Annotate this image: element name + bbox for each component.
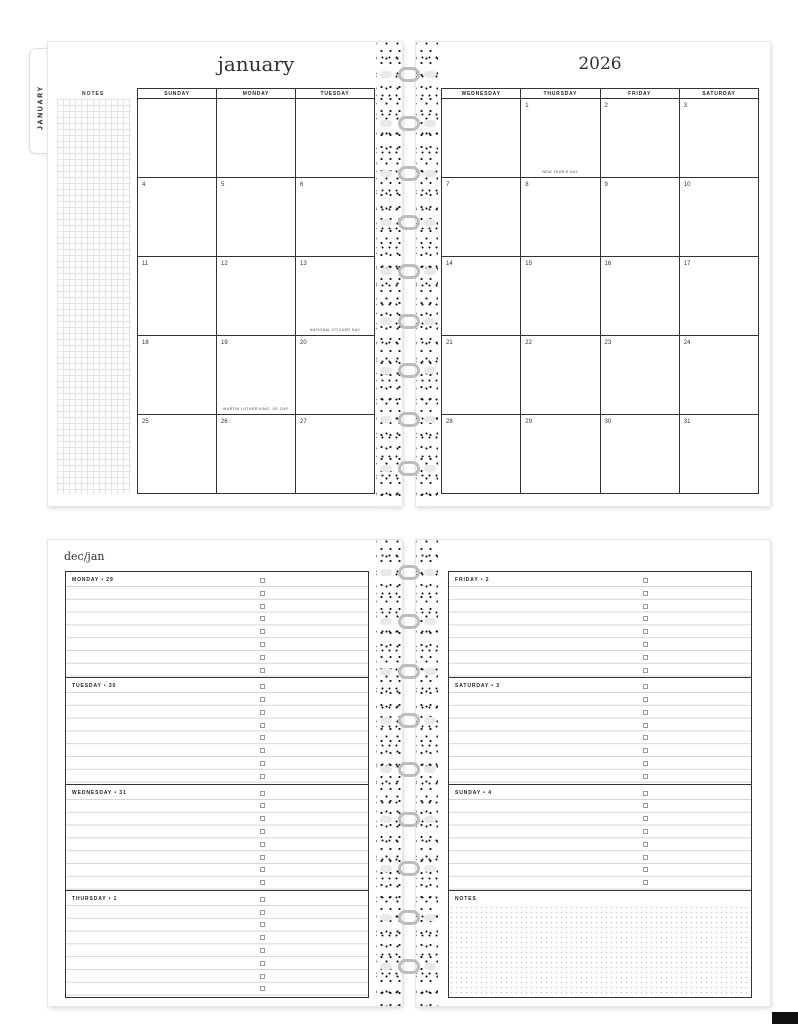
- day-label: FRIDAY • 2: [455, 577, 490, 583]
- day-block: [66, 678, 368, 784]
- day-block: [449, 785, 751, 891]
- calendar-day-cell[interactable]: [138, 415, 217, 494]
- day-number: 20: [300, 340, 307, 346]
- day-number: 8: [525, 182, 529, 188]
- task-checkbox[interactable]: [260, 761, 265, 766]
- ring-hole-left: [380, 816, 392, 823]
- ring-hole-right: [424, 668, 436, 675]
- monthly-notes-label: NOTES: [82, 91, 105, 97]
- ring-hole-left: [380, 120, 392, 127]
- ring-hole-right: [424, 914, 436, 921]
- writing-lines[interactable]: [449, 799, 751, 890]
- ring-hole-right: [424, 766, 436, 773]
- binder-ring: [398, 116, 420, 131]
- task-checkbox[interactable]: [260, 629, 265, 634]
- calendar-day-cell[interactable]: [601, 415, 680, 494]
- task-checkbox[interactable]: [260, 880, 265, 885]
- day-block: [449, 678, 751, 784]
- day-label: MONDAY • 29: [72, 577, 114, 583]
- ring-hole-right: [424, 367, 436, 374]
- task-checkbox[interactable]: [260, 684, 265, 689]
- task-checkbox[interactable]: [643, 642, 648, 647]
- holiday-label: NATIONAL STICKER DAY: [309, 328, 361, 332]
- ring-hole-left: [380, 865, 392, 872]
- day-block: [66, 572, 368, 678]
- task-checkbox[interactable]: [643, 829, 648, 834]
- task-checkbox[interactable]: [260, 829, 265, 834]
- calendar-day-cell[interactable]: [296, 99, 375, 178]
- weekday-header: THURSDAY: [521, 89, 600, 99]
- task-checkbox[interactable]: [643, 723, 648, 728]
- task-checkbox[interactable]: [260, 897, 265, 902]
- day-number: 29: [525, 419, 532, 425]
- writing-lines[interactable]: [449, 586, 751, 677]
- weekly-notes-block: [449, 891, 751, 997]
- day-block: [66, 891, 368, 997]
- day-number: 24: [683, 340, 691, 346]
- task-checkbox[interactable]: [260, 591, 265, 596]
- writing-lines[interactable]: [66, 692, 368, 783]
- day-block: [449, 572, 751, 678]
- ring-hole-left: [380, 963, 392, 970]
- task-checkbox[interactable]: [643, 842, 648, 847]
- monthly-notes-grid[interactable]: [57, 99, 131, 494]
- ring-hole-left: [380, 717, 392, 724]
- notes-dot-grid[interactable]: [449, 905, 751, 997]
- calendar-day-cell[interactable]: [138, 178, 217, 257]
- day-number: 22: [525, 340, 532, 346]
- weekday-header: MONDAY: [217, 89, 296, 99]
- day-number: 16: [604, 261, 612, 267]
- task-checkbox[interactable]: [643, 735, 648, 740]
- calendar-day-cell[interactable]: [296, 257, 375, 336]
- binder-ring: [398, 565, 420, 580]
- holiday-label: NEW YEAR'S DAY: [542, 170, 579, 174]
- day-number: 28: [446, 419, 453, 425]
- calendar-day-cell[interactable]: [601, 178, 680, 257]
- day-number: 2: [604, 103, 608, 109]
- task-checkbox[interactable]: [260, 697, 265, 702]
- task-checkbox[interactable]: [643, 684, 648, 689]
- ring-hole-left: [380, 766, 392, 773]
- task-checkbox[interactable]: [260, 791, 265, 796]
- task-checkbox[interactable]: [643, 761, 648, 766]
- writing-lines[interactable]: [449, 692, 751, 783]
- binder-ring: [398, 264, 420, 279]
- task-checkbox[interactable]: [260, 710, 265, 715]
- task-checkbox[interactable]: [643, 616, 648, 621]
- ring-hole-left: [380, 668, 392, 675]
- day-number: 31: [683, 419, 691, 425]
- day-number: 17: [683, 261, 691, 267]
- task-checkbox[interactable]: [260, 974, 265, 979]
- day-number: 6: [300, 182, 304, 188]
- ring-hole-right: [424, 865, 436, 872]
- weekly-left-frame: [65, 571, 369, 998]
- task-checkbox[interactable]: [643, 697, 648, 702]
- task-checkbox[interactable]: [643, 855, 648, 860]
- task-checkbox[interactable]: [643, 880, 648, 885]
- task-checkbox[interactable]: [643, 591, 648, 596]
- corner-mark: [772, 1012, 798, 1024]
- ring-hole-left: [380, 618, 392, 625]
- task-checkbox[interactable]: [260, 867, 265, 872]
- task-checkbox[interactable]: [260, 961, 265, 966]
- task-checkbox[interactable]: [643, 816, 648, 821]
- ring-hole-left: [380, 318, 392, 325]
- ring-hole-left: [380, 569, 392, 576]
- day-label: TUESDAY • 30: [72, 683, 117, 690]
- calendar-grid-right: [441, 88, 759, 494]
- ring-hole-right: [424, 268, 436, 275]
- calendar-day-cell[interactable]: [217, 257, 296, 336]
- checkbox-column: [643, 789, 651, 888]
- task-checkbox[interactable]: [643, 803, 648, 808]
- task-checkbox[interactable]: [643, 748, 648, 753]
- ring-hole-right: [424, 71, 436, 78]
- calendar-day-cell[interactable]: [601, 257, 680, 336]
- task-checkbox[interactable]: [643, 774, 648, 779]
- day-block: [66, 785, 368, 891]
- day-number: 21: [446, 340, 453, 346]
- task-checkbox[interactable]: [260, 910, 265, 915]
- task-checkbox[interactable]: [260, 604, 265, 609]
- ring-hole-left: [380, 170, 392, 177]
- writing-lines[interactable]: [66, 799, 368, 890]
- ring-hole-left: [380, 268, 392, 275]
- binder-ring: [398, 412, 420, 427]
- task-checkbox[interactable]: [260, 816, 265, 821]
- ring-hole-left: [380, 367, 392, 374]
- ring-hole-right: [424, 219, 436, 226]
- binder-ring: [398, 314, 420, 329]
- calendar-day-cell[interactable]: [601, 336, 680, 415]
- ring-hole-right: [424, 170, 436, 177]
- writing-lines[interactable]: [66, 586, 368, 677]
- binder-ring: [398, 166, 420, 181]
- day-label: SATURDAY • 3: [455, 683, 500, 690]
- month-tab-label: JANUARY: [37, 85, 45, 131]
- weekly-notes-label: NOTES: [455, 895, 477, 902]
- calendar-day-cell[interactable]: [680, 178, 759, 257]
- ring-hole-left: [380, 219, 392, 226]
- task-checkbox[interactable]: [260, 842, 265, 847]
- calendar-day-cell[interactable]: [442, 257, 521, 336]
- calendar-day-cell[interactable]: [521, 178, 600, 257]
- day-number: 23: [604, 340, 612, 346]
- writing-lines[interactable]: [66, 905, 368, 997]
- weekday-header: FRIDAY: [601, 89, 680, 99]
- calendar-day-cell[interactable]: [217, 178, 296, 257]
- day-number: 1: [525, 103, 529, 109]
- calendar-day-cell[interactable]: [442, 415, 521, 494]
- calendar-grid-left: [137, 88, 375, 494]
- task-checkbox[interactable]: [260, 642, 265, 647]
- day-label: THURSDAY • 1: [72, 895, 118, 902]
- calendar-day-cell[interactable]: [521, 415, 600, 494]
- day-label: WEDNESDAY • 31: [72, 789, 127, 796]
- task-checkbox[interactable]: [643, 604, 648, 609]
- checkbox-column: [260, 682, 268, 781]
- ring-hole-right: [424, 465, 436, 472]
- weekday-header: SATURDAY: [680, 89, 759, 99]
- binder-ring: [398, 959, 420, 974]
- year-title: 2026: [578, 54, 622, 74]
- ring-hole-right: [424, 816, 436, 823]
- calendar-day-cell[interactable]: [217, 336, 296, 415]
- weekday-header: WEDNESDAY: [442, 89, 521, 99]
- calendar-day-cell[interactable]: [680, 336, 759, 415]
- task-checkbox[interactable]: [260, 668, 265, 673]
- checkbox-column: [260, 576, 268, 675]
- binder-ring: [398, 461, 420, 476]
- binder-ring: [398, 215, 420, 230]
- ring-hole-left: [380, 465, 392, 472]
- weekly-title: dec/jan: [64, 550, 105, 563]
- checkbox-column: [260, 895, 268, 995]
- ring-hole-right: [424, 318, 436, 325]
- day-number: 9: [604, 182, 608, 188]
- task-checkbox[interactable]: [260, 935, 265, 940]
- calendar-day-cell[interactable]: [296, 178, 375, 257]
- task-checkbox[interactable]: [260, 748, 265, 753]
- day-number: 14: [446, 261, 453, 267]
- task-checkbox[interactable]: [260, 735, 265, 740]
- holiday-label: MARTIN LUTHER KING, JR. DAY: [223, 407, 289, 411]
- calendar-day-cell[interactable]: [680, 257, 759, 336]
- task-checkbox[interactable]: [643, 791, 648, 796]
- ring-hole-right: [424, 569, 436, 576]
- task-checkbox[interactable]: [643, 710, 648, 715]
- day-number: 11: [142, 261, 149, 267]
- calendar-day-cell[interactable]: [521, 99, 600, 178]
- binder-ring: [398, 363, 420, 378]
- checkbox-column: [643, 576, 651, 675]
- task-checkbox[interactable]: [260, 723, 265, 728]
- calendar-day-cell[interactable]: [138, 336, 217, 415]
- calendar-day-cell[interactable]: [601, 99, 680, 178]
- day-number: 26: [221, 419, 228, 425]
- day-number: 25: [142, 419, 149, 425]
- day-number: 7: [446, 182, 450, 188]
- calendar-day-cell[interactable]: [138, 257, 217, 336]
- binder-ring: [398, 910, 420, 925]
- task-checkbox[interactable]: [643, 668, 648, 673]
- ring-hole-right: [424, 717, 436, 724]
- day-number: 5: [221, 182, 225, 188]
- day-label: SUNDAY • 4: [455, 789, 492, 796]
- task-checkbox[interactable]: [260, 655, 265, 660]
- calendar-day-cell[interactable]: [442, 336, 521, 415]
- ring-hole-right: [424, 618, 436, 625]
- task-checkbox[interactable]: [260, 803, 265, 808]
- task-checkbox[interactable]: [260, 855, 265, 860]
- calendar-day-cell[interactable]: [217, 415, 296, 494]
- binder-ring: [398, 713, 420, 728]
- calendar-day-cell[interactable]: [680, 415, 759, 494]
- binder-ring: [398, 614, 420, 629]
- ring-hole-right: [424, 120, 436, 127]
- calendar-day-cell[interactable]: [521, 336, 600, 415]
- day-number: 10: [683, 182, 691, 188]
- binder-ring: [398, 861, 420, 876]
- calendar-day-cell[interactable]: [521, 257, 600, 336]
- calendar-day-cell[interactable]: [296, 336, 375, 415]
- task-checkbox[interactable]: [260, 774, 265, 779]
- binder-ring: [398, 67, 420, 82]
- checkbox-column: [643, 682, 651, 781]
- ring-hole-left: [380, 914, 392, 921]
- day-number: 13: [300, 261, 307, 267]
- day-number: 30: [604, 419, 612, 425]
- weekday-header: TUESDAY: [296, 89, 375, 99]
- task-checkbox[interactable]: [643, 867, 648, 872]
- calendar-day-cell[interactable]: [296, 415, 375, 494]
- binder-ring: [398, 812, 420, 827]
- task-checkbox[interactable]: [260, 578, 265, 583]
- weekday-header: SUNDAY: [138, 89, 217, 99]
- task-checkbox[interactable]: [260, 616, 265, 621]
- checkbox-column: [260, 789, 268, 888]
- ring-hole-left: [380, 71, 392, 78]
- ring-hole-right: [424, 963, 436, 970]
- binder-ring: [398, 762, 420, 777]
- binder-ring: [398, 664, 420, 679]
- day-number: 27: [300, 419, 307, 425]
- month-title: january: [217, 52, 295, 76]
- calendar-day-cell[interactable]: [442, 178, 521, 257]
- calendar-day-cell[interactable]: [138, 99, 217, 178]
- day-number: 3: [683, 103, 688, 109]
- day-number: 19: [221, 340, 228, 346]
- task-checkbox[interactable]: [260, 922, 265, 927]
- calendar-day-cell[interactable]: [442, 99, 521, 178]
- ring-hole-left: [380, 416, 392, 423]
- day-number: 15: [525, 261, 532, 267]
- day-number: 18: [142, 340, 149, 346]
- ring-hole-right: [424, 416, 436, 423]
- day-number: 4: [142, 182, 146, 188]
- weekly-right-frame: [448, 571, 752, 998]
- calendar-day-cell[interactable]: [680, 99, 759, 178]
- task-checkbox[interactable]: [260, 948, 265, 953]
- calendar-day-cell[interactable]: [217, 99, 296, 178]
- task-checkbox[interactable]: [260, 986, 265, 991]
- task-checkbox[interactable]: [643, 578, 648, 583]
- task-checkbox[interactable]: [643, 629, 648, 634]
- day-number: 12: [221, 261, 228, 267]
- task-checkbox[interactable]: [643, 655, 648, 660]
